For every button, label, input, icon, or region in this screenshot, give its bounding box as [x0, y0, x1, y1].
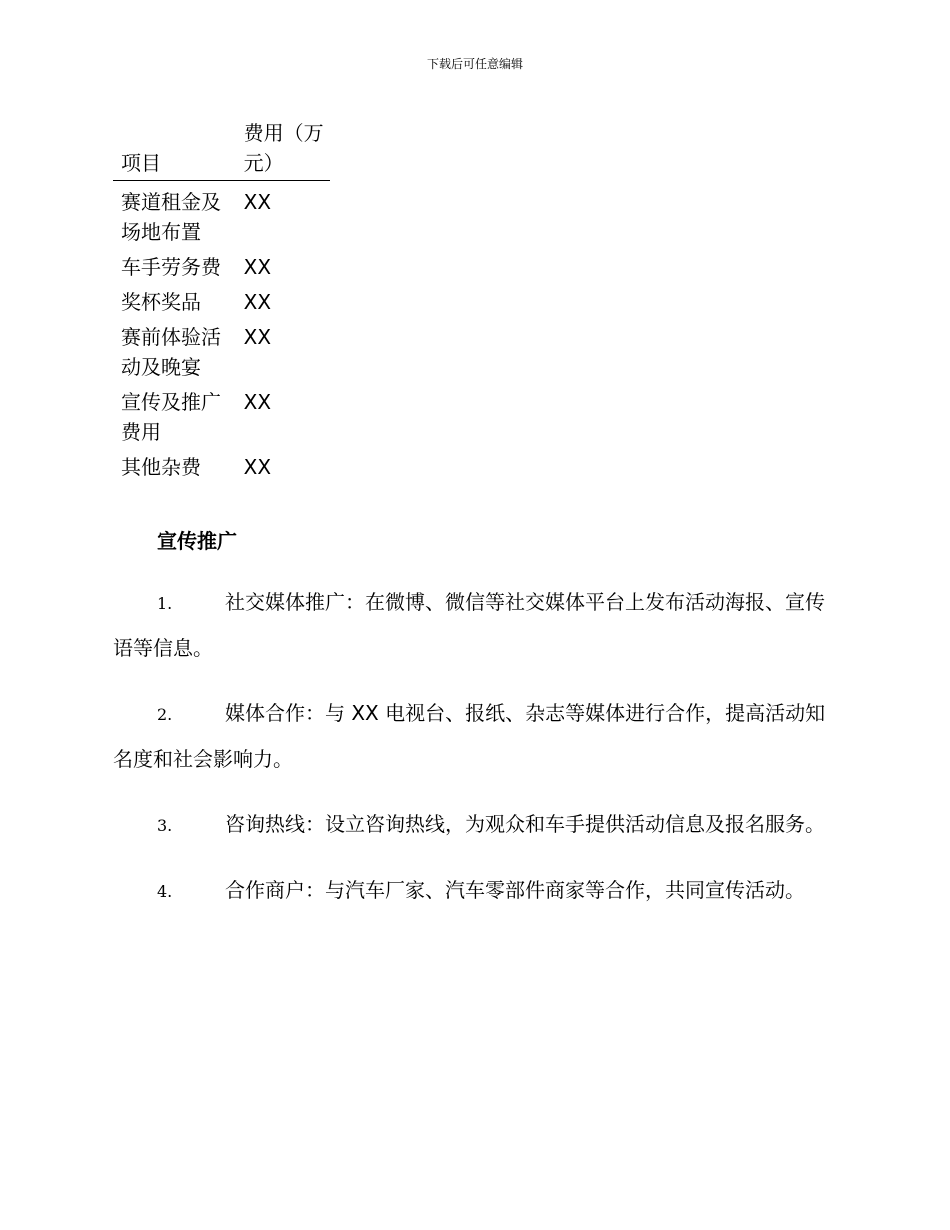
page-header: 下载后可任意编辑: [426, 57, 523, 71]
section-title: 宣传推广: [157, 529, 237, 553]
table-row: [113, 252, 330, 287]
cell-cost: XX: [243, 255, 272, 279]
cell-cost: XX: [243, 190, 272, 214]
list-item: [113, 580, 838, 671]
table-row: [113, 322, 330, 387]
header-item: 项目: [113, 118, 236, 181]
cell-item: 宣传及推广费用: [121, 390, 221, 444]
list-item-text: 合作商户：与汽车厂家、汽车零部件商家等合作，共同宣传活动。: [225, 878, 805, 902]
list-item-number: 3.: [157, 816, 173, 835]
cell-item: 其他杂费: [121, 455, 201, 479]
list-item-text: 社交媒体推广：在微博、微信等社交媒体平台上发布活动海报、宣传语等信息。: [113, 590, 825, 660]
header-cost: 费用（万元）: [236, 118, 330, 181]
list-item-text: 咨询热线：设立咨询热线，为观众和车手提供活动信息及报名服务。: [225, 812, 825, 836]
cell-cost: XX: [243, 390, 272, 414]
cell-item: 赛道租金及场地布置: [121, 190, 221, 244]
list-item: [113, 868, 838, 914]
promotion-list: [113, 580, 838, 926]
list-item: [113, 691, 838, 782]
cell-item: 车手劳务费: [121, 255, 221, 279]
cost-table: [113, 118, 330, 487]
table-header-row: [113, 118, 330, 181]
table-row: [113, 387, 330, 452]
cell-cost: XX: [243, 325, 272, 349]
cell-item: 奖杯奖品: [121, 290, 201, 314]
table-row: [113, 181, 330, 253]
cell-item: 赛前体验活动及晚宴: [121, 325, 221, 379]
list-item-number: 2.: [157, 705, 173, 724]
list-item: [113, 802, 838, 848]
list-item-number: 1.: [157, 594, 173, 613]
table-row: [113, 287, 330, 322]
cell-cost: XX: [243, 290, 272, 314]
cell-cost: XX: [243, 455, 272, 479]
list-item-number: 4.: [157, 882, 173, 901]
table-row: [113, 452, 330, 487]
list-item-text: 媒体合作：与 XX 电视台、报纸、杂志等媒体进行合作，提高活动知名度和社会影响力。: [113, 701, 826, 771]
